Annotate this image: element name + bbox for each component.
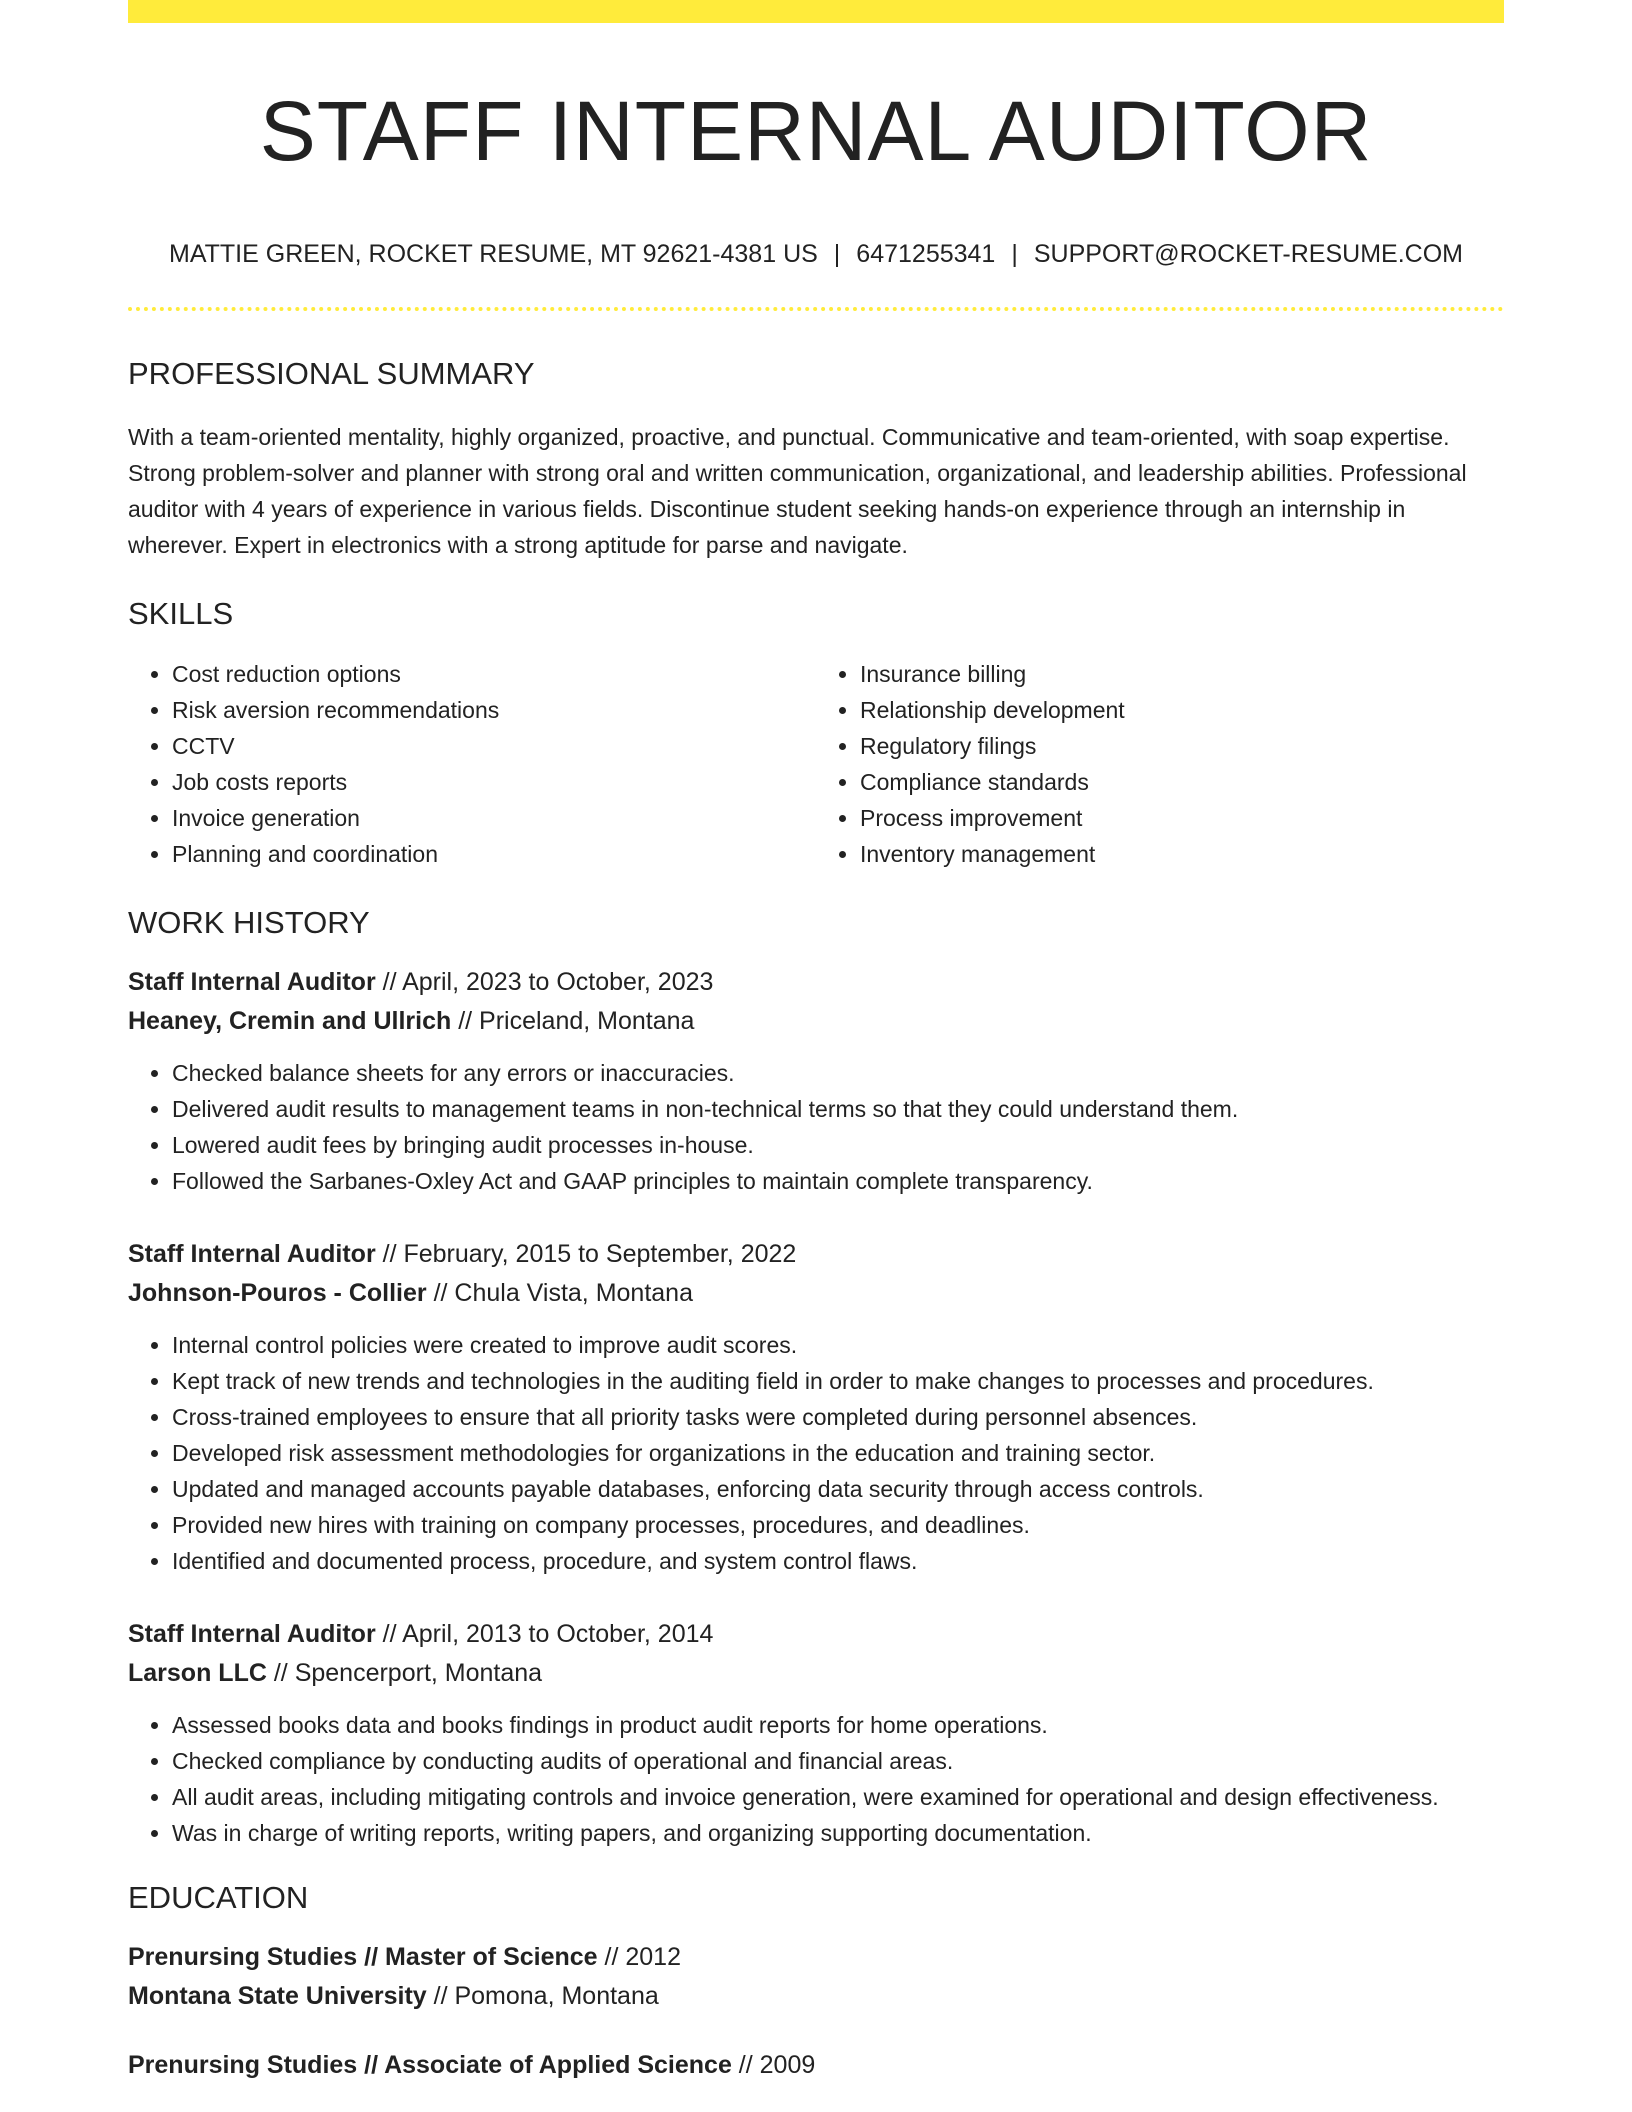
job-company-line (128, 1654, 1504, 1693)
education-heading: EDUCATION (128, 1879, 309, 1915)
job-bullets (128, 1707, 1504, 1851)
job-bullet: • Cross-trained employees to ensure that all priority tasks were completed during personnel absences. (172, 1399, 1504, 1435)
job-bullet: • Updated and managed accounts payable databases, enforcing data security through access controls. (172, 1471, 1504, 1507)
job-location: // Priceland, Montana (451, 1006, 695, 1035)
education-entry (128, 2046, 1504, 2085)
contact-separator: | (1011, 240, 1018, 269)
skill-item: • Compliance standards (860, 764, 1504, 800)
education-entry (128, 1938, 1504, 2016)
education-degree-line (128, 1938, 1504, 1977)
contact-email: SUPPORT@ROCKET-RESUME.COM (1033, 240, 1463, 269)
contact-line (128, 239, 1504, 269)
job-company: Larson LLC (128, 1658, 267, 1687)
job-title: Staff Internal Auditor (128, 1619, 376, 1648)
job-bullet: • Checked compliance by conducting audits of operational and financial areas. (172, 1743, 1504, 1779)
job-dates: // February, 2015 to September, 2022 (375, 1239, 797, 1268)
job-bullet: • Was in charge of writing reports, writing papers, and organizing supporting documentation. (172, 1815, 1504, 1851)
job-title: Staff Internal Auditor (128, 967, 376, 996)
skill-item: • Process improvement (860, 800, 1504, 836)
skill-item: • Insurance billing (860, 656, 1504, 692)
skill-item: • Regulatory filings (860, 728, 1504, 764)
job-company: Johnson-Pouros - Collier (128, 1278, 427, 1307)
summary-text: With a team-oriented mentality, highly organized, proactive, and punctual. Communicative and team-oriented, with soap expertise. Strong problem-solver and planner with strong oral and written communication, organizational, and leadership abilities. Professional auditor with 4 years of experience in various fields. Discontinue student seeking hands-on experience through an internship in wherever. Expert in electronics with a strong aptitude for parse and navigate. (128, 423, 1467, 558)
job-bullet: • Checked balance sheets for any errors or inaccuracies. (172, 1055, 1504, 1091)
job-title-line (128, 1615, 1504, 1654)
job-location: // Chula Vista, Montana (426, 1278, 693, 1307)
job-dates: // April, 2013 to October, 2014 (375, 1619, 714, 1648)
skill-item: • Risk aversion recommendations (172, 692, 816, 728)
education-degree: Prenursing Studies // Master of Science (128, 1943, 598, 1972)
education-school: Montana State University (128, 1982, 427, 2011)
job-bullet: • Lowered audit fees by bringing audit processes in-house. (172, 1127, 1504, 1163)
top-accent-bar (128, 0, 1504, 23)
education-degree: Prenursing Studies // Associate of Applied Science (128, 2051, 732, 2080)
skills-heading: SKILLS (128, 595, 234, 631)
contact-separator: | (833, 240, 841, 269)
skill-item: • Cost reduction options (172, 656, 816, 692)
job-bullet: • Assessed books data and books findings in product audit reports for home operations. (172, 1707, 1504, 1743)
skills-column-left (128, 656, 816, 872)
resume-title: STAFF INTERNAL AUDITOR (259, 84, 1373, 178)
job-location: // Spencerport, Montana (266, 1658, 543, 1687)
job-company-line (128, 1274, 1504, 1313)
skill-item: • Planning and coordination (172, 836, 816, 872)
job-bullets (128, 1055, 1504, 1199)
job-title-line (128, 1235, 1504, 1274)
skill-item: • Invoice generation (172, 800, 816, 836)
work-history-heading: WORK HISTORY (128, 904, 370, 940)
job-bullet: • Developed risk assessment methodologies for organizations in the education and training sector. (172, 1435, 1504, 1471)
skill-item: • Inventory management (860, 836, 1504, 872)
job-bullet: • Kept track of new trends and technologies in the auditing field in order to make changes to processes and procedures. (172, 1363, 1504, 1399)
job-bullet: • Provided new hires with training on company processes, procedures, and deadlines. (172, 1507, 1504, 1543)
job-company-line (128, 1002, 1504, 1041)
job-title-line (128, 963, 1504, 1002)
dotted-divider (128, 307, 1504, 311)
job-entry (128, 963, 1504, 1199)
contact-phone: 6471255341 (856, 240, 996, 269)
job-bullet: • Internal control policies were created to improve audit scores. (172, 1327, 1504, 1363)
job-bullet: • Followed the Sarbanes-Oxley Act and GAAP principles to maintain complete transparency. (172, 1163, 1504, 1199)
education-degree-line (128, 2046, 1504, 2085)
job-entry (128, 1235, 1504, 1579)
skills-column-right (816, 656, 1504, 872)
job-entry (128, 1615, 1504, 1851)
education-year: // 2012 (597, 1943, 681, 1972)
job-bullet: • Delivered audit results to management teams in non-technical terms so that they could understand them. (172, 1091, 1504, 1127)
contact-address: MATTIE GREEN, ROCKET RESUME, MT 92621-4381 US (169, 240, 818, 269)
skill-item: • CCTV (172, 728, 816, 764)
job-bullet: • Identified and documented process, procedure, and system control flaws. (172, 1543, 1504, 1579)
job-bullet: • All audit areas, including mitigating controls and invoice generation, were examined for operational and design effectiveness. (172, 1779, 1504, 1815)
skills-list (128, 656, 1504, 872)
job-title: Staff Internal Auditor (128, 1239, 376, 1268)
resume-page (128, 0, 1504, 2085)
job-bullets (128, 1327, 1504, 1579)
job-dates: // April, 2023 to October, 2023 (375, 967, 714, 996)
job-company: Heaney, Cremin and Ullrich (128, 1006, 452, 1035)
summary-heading: PROFESSIONAL SUMMARY (128, 356, 535, 392)
education-year: // 2009 (731, 2051, 816, 2080)
education-location: // Pomona, Montana (426, 1982, 659, 2011)
education-school-line (128, 1977, 1504, 2016)
skill-item: • Relationship development (860, 692, 1504, 728)
skill-item: • Job costs reports (172, 764, 816, 800)
